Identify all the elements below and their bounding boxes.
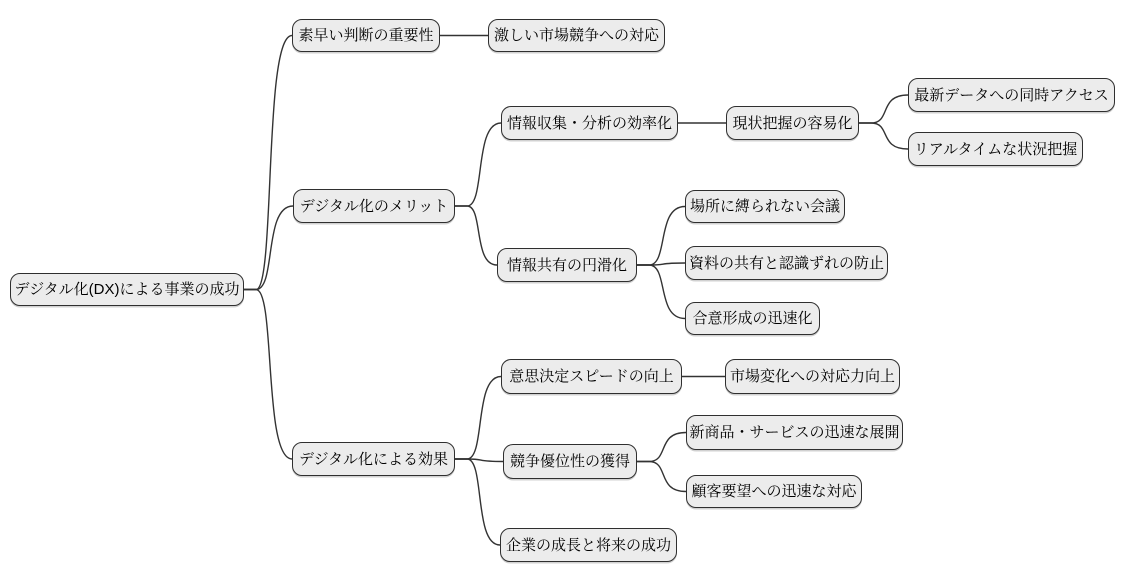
edge-n2-n2b — [455, 206, 497, 265]
node-quick-decision-importance[interactable] — [292, 19, 440, 52]
node-new-product-rapid-deployment[interactable] — [686, 415, 903, 450]
node-label: 情報共有の円滑化 — [506, 256, 627, 274]
node-decision-speed-improvement[interactable] — [501, 359, 682, 394]
node-simultaneous-data-access[interactable] — [908, 78, 1115, 112]
edge-n3b-n3b1 — [637, 433, 686, 462]
edge-n2a1-n2a1a — [859, 95, 908, 123]
node-label: 激しい市場競争への対応 — [493, 27, 659, 44]
node-label: 新商品・サービスの迅速な展開 — [689, 424, 900, 441]
node-label: 競争優位性の獲得 — [509, 453, 630, 470]
edge-n2-n2a — [455, 123, 501, 206]
node-label: 市場変化への対応力向上 — [729, 368, 895, 385]
node-document-sharing-misalignment-prevention[interactable] — [685, 246, 888, 280]
edge-n2b-n2b1 — [637, 207, 685, 266]
node-label: 合意形成の迅速化 — [692, 310, 813, 327]
node-root-dx-success[interactable] — [10, 273, 244, 306]
edge-n2a1-n2a1b — [859, 123, 908, 149]
node-label: 資料の共有と認識ずれの防止 — [688, 254, 884, 272]
node-label: 情報収集・分析の効率化 — [506, 114, 672, 132]
node-label: デジタル化による効果 — [298, 450, 449, 468]
node-label: 現状把握の容易化 — [732, 114, 853, 132]
node-info-sharing-smoothing[interactable] — [497, 248, 637, 282]
node-label: 最新データへの同時アクセス — [914, 86, 1109, 104]
node-market-competition-response[interactable] — [488, 19, 665, 52]
node-label: 意思決定スピードの向上 — [509, 368, 674, 385]
node-location-free-meetings[interactable] — [685, 190, 845, 223]
node-label: 顧客要望への迅速な対応 — [691, 483, 857, 500]
node-company-growth-future-success[interactable] — [500, 528, 677, 562]
node-consensus-building-speedup[interactable] — [685, 302, 820, 335]
node-current-status-grasp-ease[interactable] — [726, 106, 859, 140]
node-label: 企業の成長と将来の成功 — [505, 536, 671, 554]
node-customer-request-rapid-response[interactable] — [686, 475, 862, 508]
edge-n3b-n3b2 — [637, 462, 686, 492]
node-label: デジタル化(DX)による事業の成功 — [14, 281, 240, 298]
node-label: デジタル化のメリット — [299, 197, 449, 215]
node-label: 場所に縛られない会議 — [689, 198, 840, 215]
edge-root-n1 — [244, 36, 292, 290]
node-label: 素早い判断の重要性 — [298, 27, 434, 44]
node-digitalization-merits[interactable] — [293, 189, 455, 223]
node-label: リアルタイムな状況把握 — [913, 140, 1078, 158]
node-realtime-status-grasp[interactable] — [908, 132, 1083, 166]
node-competitive-advantage[interactable] — [503, 444, 637, 479]
edge-n3-n3a — [455, 377, 501, 460]
node-digitalization-effects[interactable] — [292, 442, 455, 476]
edge-n3-n3c — [455, 459, 500, 545]
node-market-change-adaptability[interactable] — [725, 359, 900, 394]
node-info-collection-analysis-efficiency[interactable] — [501, 106, 678, 140]
edge-n2b-n2b3 — [637, 265, 685, 319]
edge-root-n3 — [244, 290, 292, 460]
